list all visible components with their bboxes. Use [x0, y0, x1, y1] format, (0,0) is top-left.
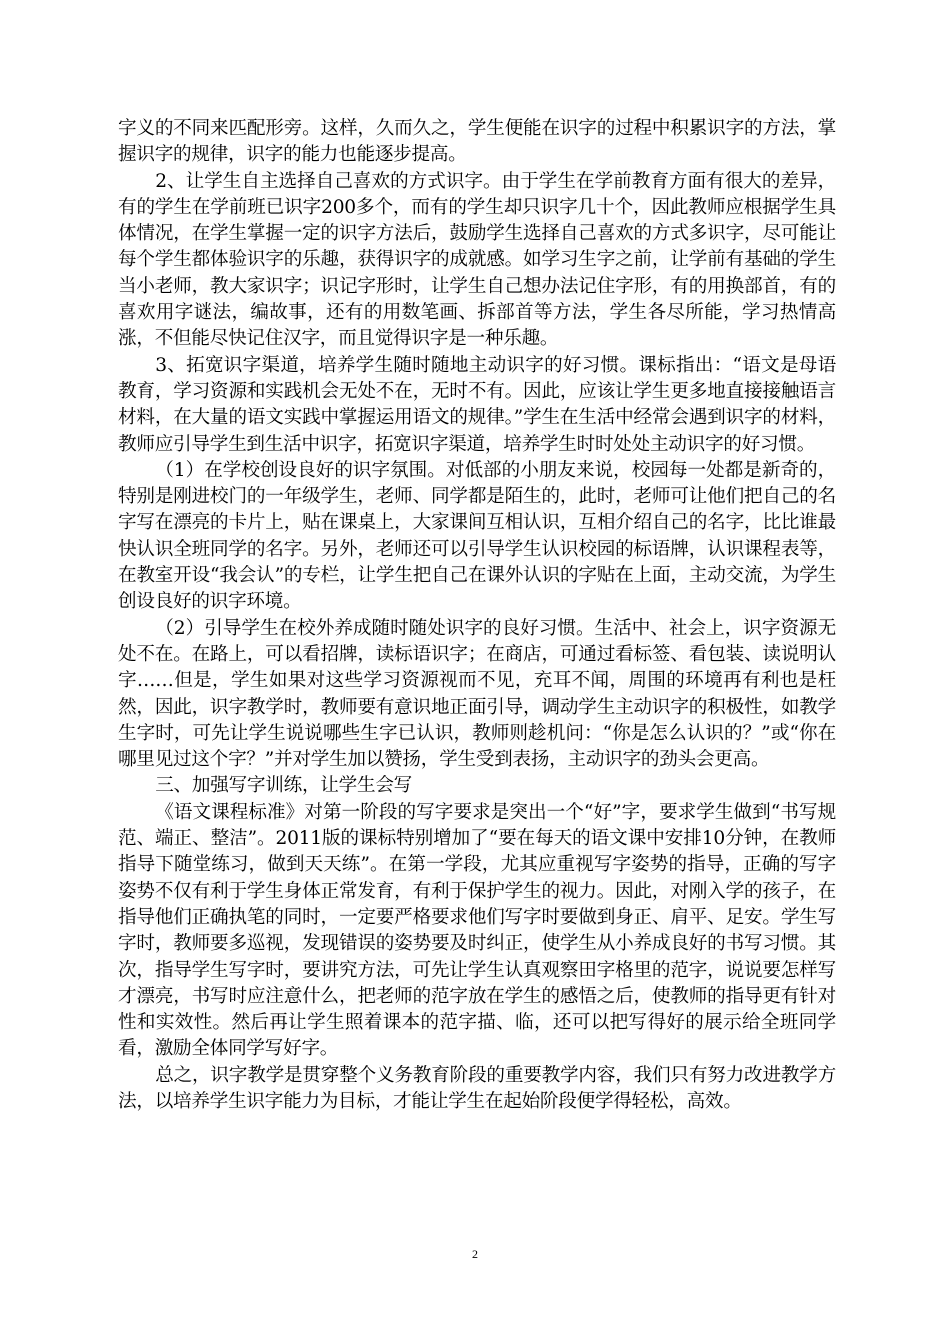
paragraph-subpoint-1: （1）在学校创设良好的识字氛围。对低部的小朋友来说，校园每一处都是新奇的，特别是刚进校门的一年级学生，老师、同学都是陌生的，此时，老师可让他们把自己的名字写在漂亮的卡片上，贴在课桌上，大家课间互相认识，互相介绍自己的名字，比比谁最快认识全班同学的名字。另外，老师还可以引导学生认识校园的标语牌，认识课程表等，在教室开设“我会认”的专栏，让学生把自己在课外认识的字贴在上面，主动交流，为学生创设良好的识字环境。 [118, 459, 836, 613]
paragraph-writing-training: 《语文课程标准》对第一阶段的写字要求是突出一个“好”字，要求学生做到“书写规范、端正、整洁”。2011版的课标特别增加了“要在每天的语文课中安排10分钟，在教师指导下随堂练习，做到天天练”。在第一学段，尤其应重视写字姿势的指导，正确的写字姿势不仅有利于学生身体正常发育，有利于保护学生的视力。因此，对刚入学的孩子，在指导他们正确执笔的同时，一定要严格要求他们写字时要做到身正、肩平、足安。学生写字时，教师要多巡视，发现错误的姿势要及时纠正，使学生从小养成良好的书写习惯。其次，指导学生写字时，要讲究方法，可先让学生认真观察田字格里的范字，说说要怎样写才漂亮，书写时应注意什么，把老师的范字放在学生的感悟之后，使教师的指导更有针对性和实效性。然后再让学生照着课本的范字描、临，还可以把写得好的展示给全班同学看，激励全体同学写好字。 [118, 801, 836, 1060]
paragraph-conclusion: 总之，识字教学是贯穿整个义务教育阶段的重要教学内容，我们只有努力改进教学方法，以培养学生识字能力为目标，才能让学生在起始阶段便学得轻松，高效。 [118, 1064, 836, 1112]
page-number: 2 [472, 1247, 478, 1261]
paragraph-point-2: 2、让学生自主选择自己喜欢的方式识字。由于学生在学前教育方面有很大的差异，有的学生在学前班已识字200多个，而有的学生却只识字几十个，因此教师应根据学生具体情况，在学生掌握一定的识字方法后，鼓励学生选择自己喜欢的方式多识字，尽可能让每个学生都体验识字的乐趣，获得识字的成就感。如学习生字之前，让学前有基础的学生当小老师，教大家识字；识记字形时，让学生自己想办法记住字形，有的用换部首，有的喜欢用字谜法，编故事，还有的用数笔画、拆部首等方法，学生各尽所能，学习热情高涨，不但能尽快记住汉字，而且觉得识字是一种乐趣。 [118, 170, 836, 350]
document-page [118, 116, 836, 1115]
paragraph-subpoint-2: （2）引导学生在校外养成随时随处识字的良好习惯。生活中、社会上，识字资源无处不在。在路上，可以看招牌，读标语识字；在商店，可通过看标签、看包装、读说明认字……但是，学生如果对这些学习资源视而不见，充耳不闻，周围的环境再有利也是枉然，因此，识字教学时，教师要有意识地正面引导，调动学生主动识字的积极性，如教学生字时，可先让学生说说哪些生字已认识，教师则趁机问：“你是怎么认识的？”或“你在哪里见过这个字？”并对学生加以赞扬，学生受到表扬，主动识字的劲头会更高。 [118, 617, 836, 771]
section-heading: 三、加强写字训练，让学生会写 [155, 775, 413, 797]
paragraph-continued: 字义的不同来匹配形旁。这样，久而久之，学生便能在识字的过程中积累识字的方法，掌握识字的规律，识字的能力也能逐步提高。 [118, 118, 836, 166]
paragraph-point-3: 3、拓宽识字渠道，培养学生随时随地主动识字的好习惯。课标指出：“语文是母语教育，学习资源和实践机会无处不在，无时不有。因此，应该让学生更多地直接接触语言材料，在大量的语文实践中掌握运用语文的规律。”学生在生活中经常会遇到识字的材料，教师应引导学生到生活中识字，拓宽识字渠道，培养学生时时处处主动识字的好习惯。 [118, 354, 836, 455]
